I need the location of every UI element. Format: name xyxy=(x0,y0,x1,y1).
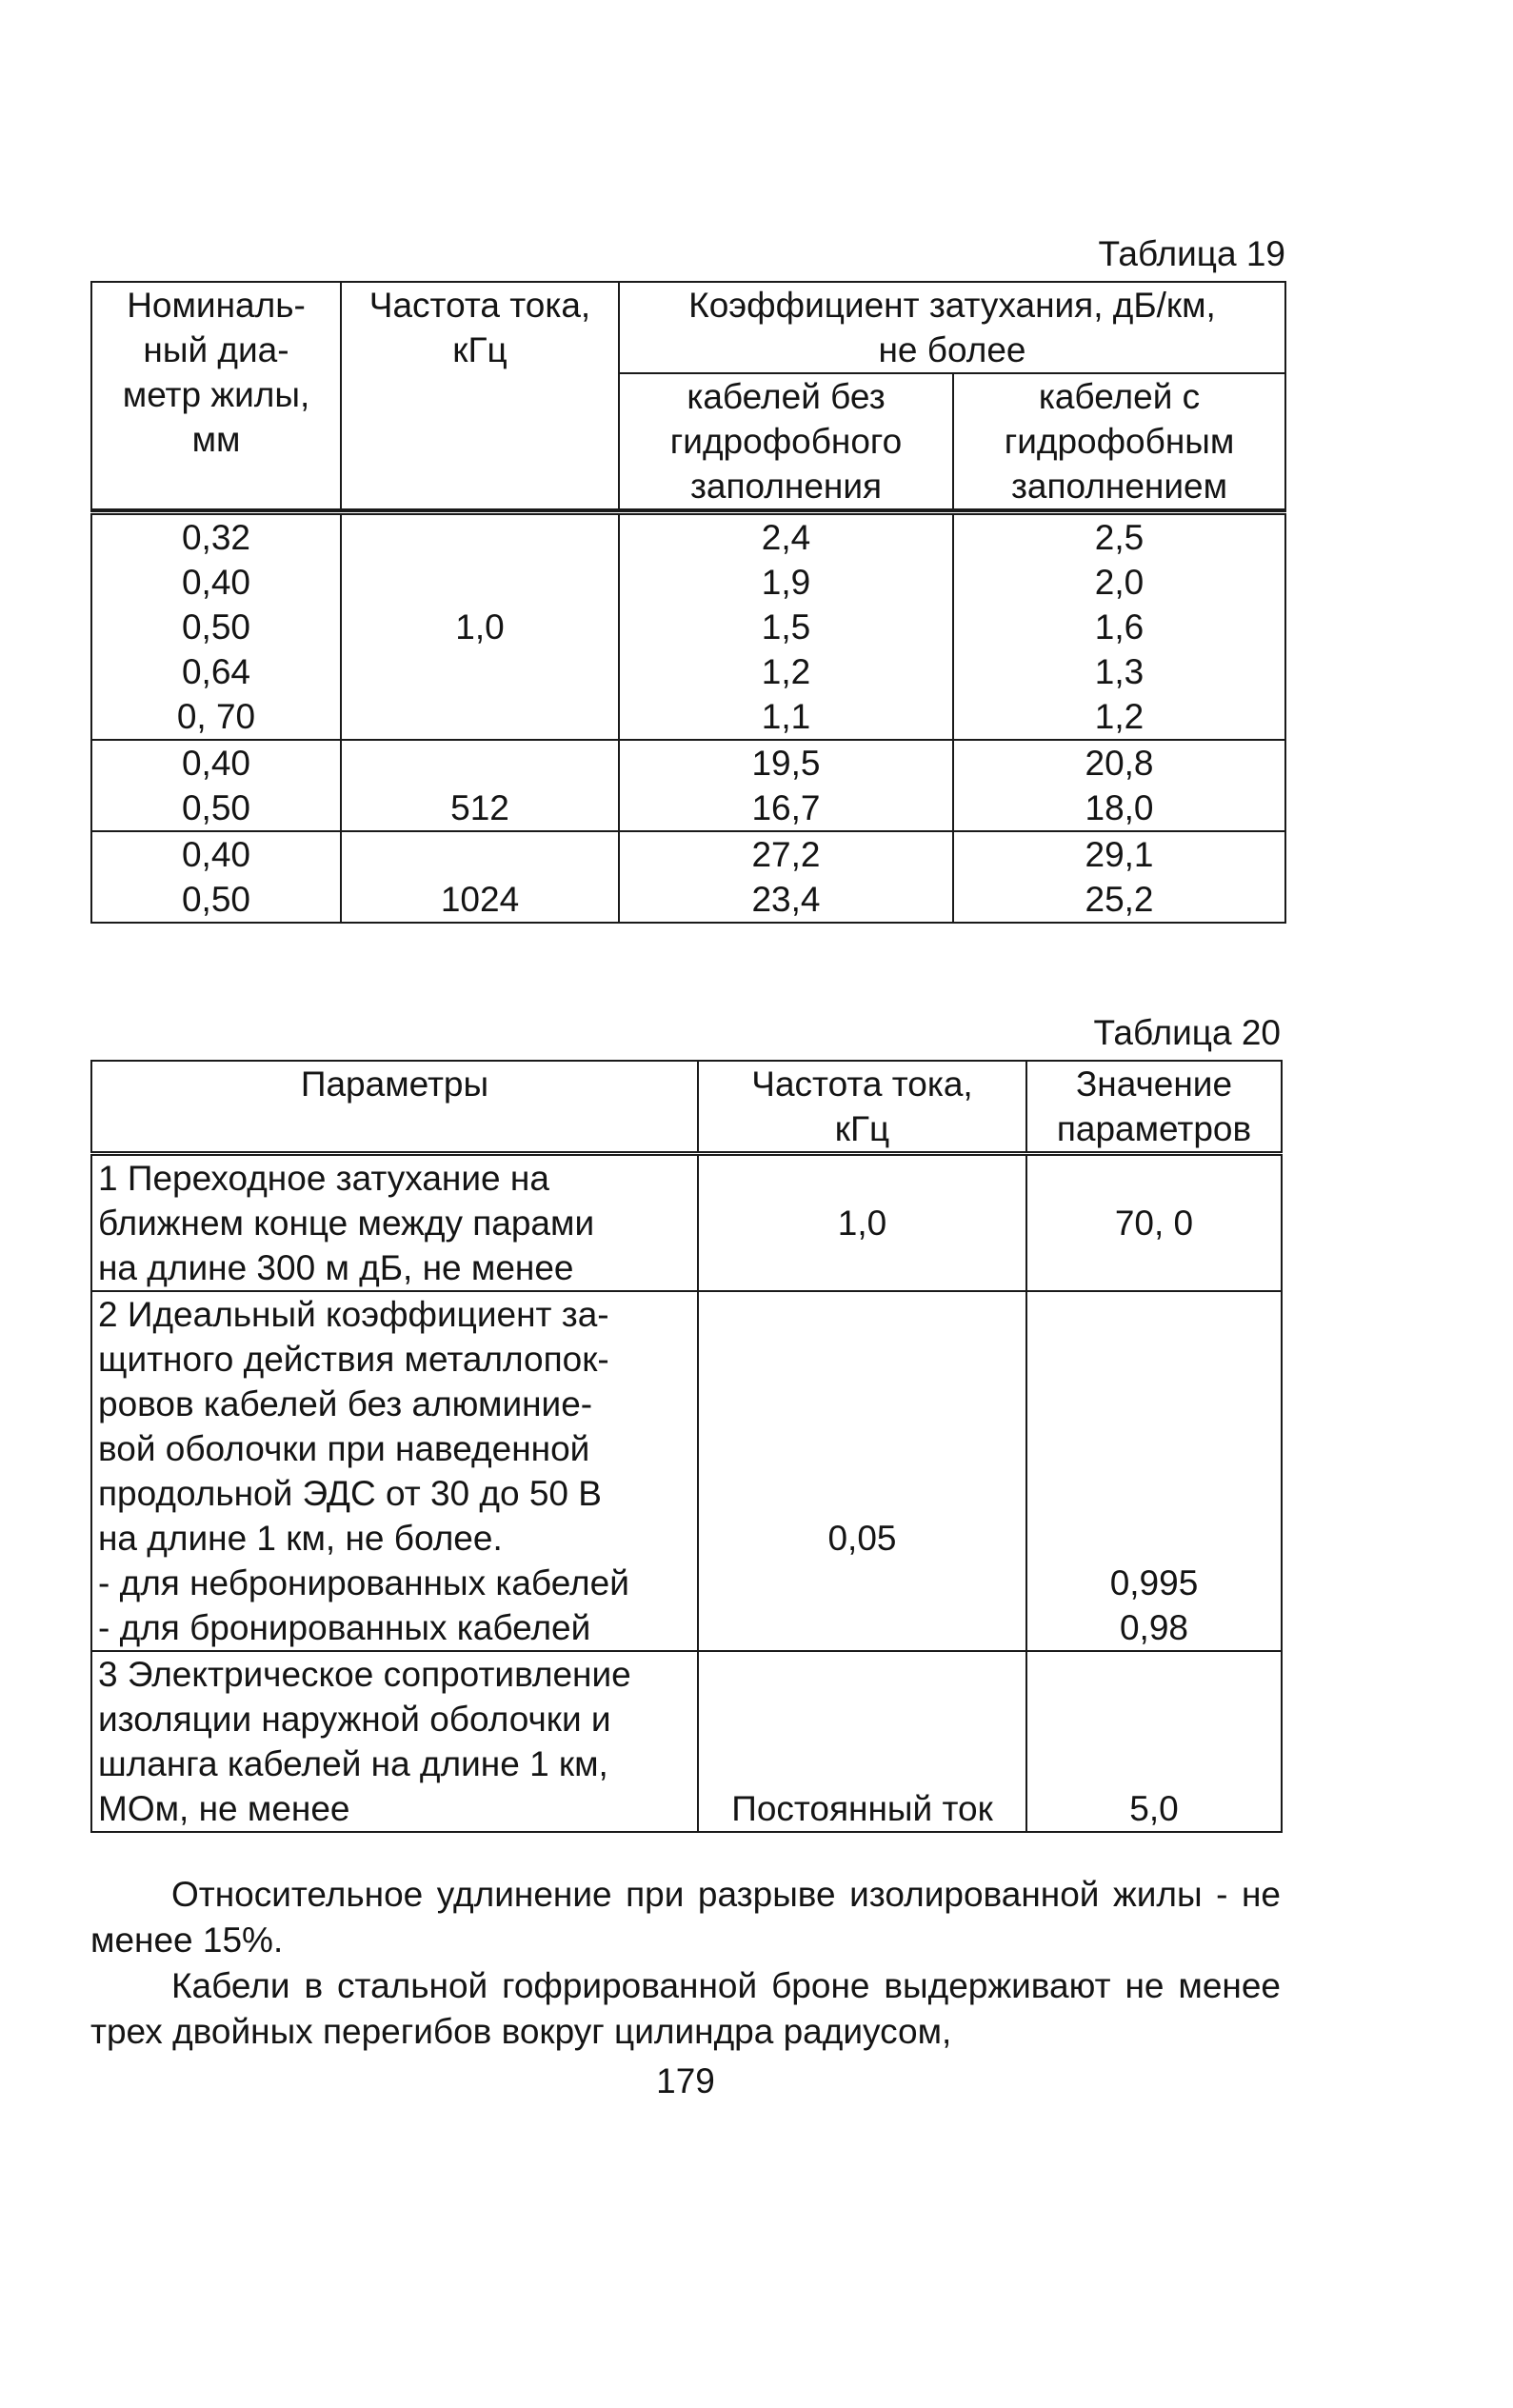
filling-cell: 20,8 18,0 xyxy=(953,740,1285,831)
table-row xyxy=(91,1154,1282,1292)
value-cell: 0,995 0,98 xyxy=(1026,1291,1282,1651)
value-cell: 5,0 xyxy=(1026,1651,1282,1832)
param-cell: 2 Идеальный коэффициент за- щитного действия металлопок- ровов кабелей без алюминие- вой оболочки при наведенной продольной ЭДС от 30 до 50 В на длине 1 км, не более. - для небронированных кабелей - для бронированных кабелей xyxy=(91,1291,698,1651)
diameter-cell: 0,32 0,40 0,50 0,64 0, 70 xyxy=(91,513,341,741)
frequency-cell: 1,0 xyxy=(698,1154,1026,1292)
header-attenuation: Коэффициент затухания, дБ/км, не более xyxy=(619,282,1285,373)
frequency-cell: 512 xyxy=(341,740,619,831)
filling-cell: 29,1 25,2 xyxy=(953,831,1285,923)
filling-cell: 2,5 2,0 1,6 1,3 1,2 xyxy=(953,513,1285,741)
table-row-group-2 xyxy=(91,740,1285,831)
table-row xyxy=(91,1651,1282,1832)
frequency-cell: 0,05 xyxy=(698,1291,1026,1651)
table-20 xyxy=(90,1060,1283,1833)
no-filling-cell: 19,5 16,7 xyxy=(619,740,953,831)
paragraph-armor-bend: Кабели в стальной гофрированной броне выдерживают не менее трех двойных перегибов вокруг цилиндра радиусом, xyxy=(90,1966,1281,2051)
diameter-cell: 0,40 0,50 xyxy=(91,831,341,923)
no-filling-cell: 27,2 23,4 xyxy=(619,831,953,923)
header-no-filling: кабелей без гидрофобного заполнения xyxy=(619,373,953,509)
param-cell: 3 Электрическое сопротивление изоляции наружной оболочки и шланга кабелей на длине 1 км, МОм, не менее xyxy=(91,1651,698,1832)
frequency-cell: 1024 xyxy=(341,831,619,923)
frequency-cell: Постоянный ток xyxy=(698,1651,1026,1832)
page-number: 179 xyxy=(656,2061,715,2100)
diameter-cell: 0,40 0,50 xyxy=(91,740,341,831)
value-cell: 70, 0 xyxy=(1026,1154,1282,1292)
param-cell: 1 Переходное затухание на ближнем конце между парами на длине 300 м дБ, не менее xyxy=(91,1154,698,1292)
paragraph-elongation: Относительное удлинение при разрыве изолированной жилы - не менее 15%. xyxy=(90,1875,1281,1960)
header-filling: кабелей с гидрофобным заполнением xyxy=(953,373,1285,509)
header-frequency: Частота тока, кГц xyxy=(341,282,619,509)
header-value: Значение параметров xyxy=(1026,1061,1282,1154)
table-row-group-1 xyxy=(91,513,1285,741)
table-19 xyxy=(90,281,1286,924)
table20-caption: Таблица 20 xyxy=(1093,1013,1281,1052)
header-diameter: Номиналь- ный диа- метр жилы, мм xyxy=(91,282,341,509)
table-row-group-3 xyxy=(91,831,1285,923)
table-row xyxy=(91,1291,1282,1651)
header-frequency: Частота тока, кГц xyxy=(698,1061,1026,1154)
frequency-cell: 1,0 xyxy=(341,513,619,741)
no-filling-cell: 2,4 1,9 1,5 1,2 1,1 xyxy=(619,513,953,741)
table19-caption: Таблица 19 xyxy=(1098,234,1285,273)
header-params: Параметры xyxy=(91,1061,698,1154)
